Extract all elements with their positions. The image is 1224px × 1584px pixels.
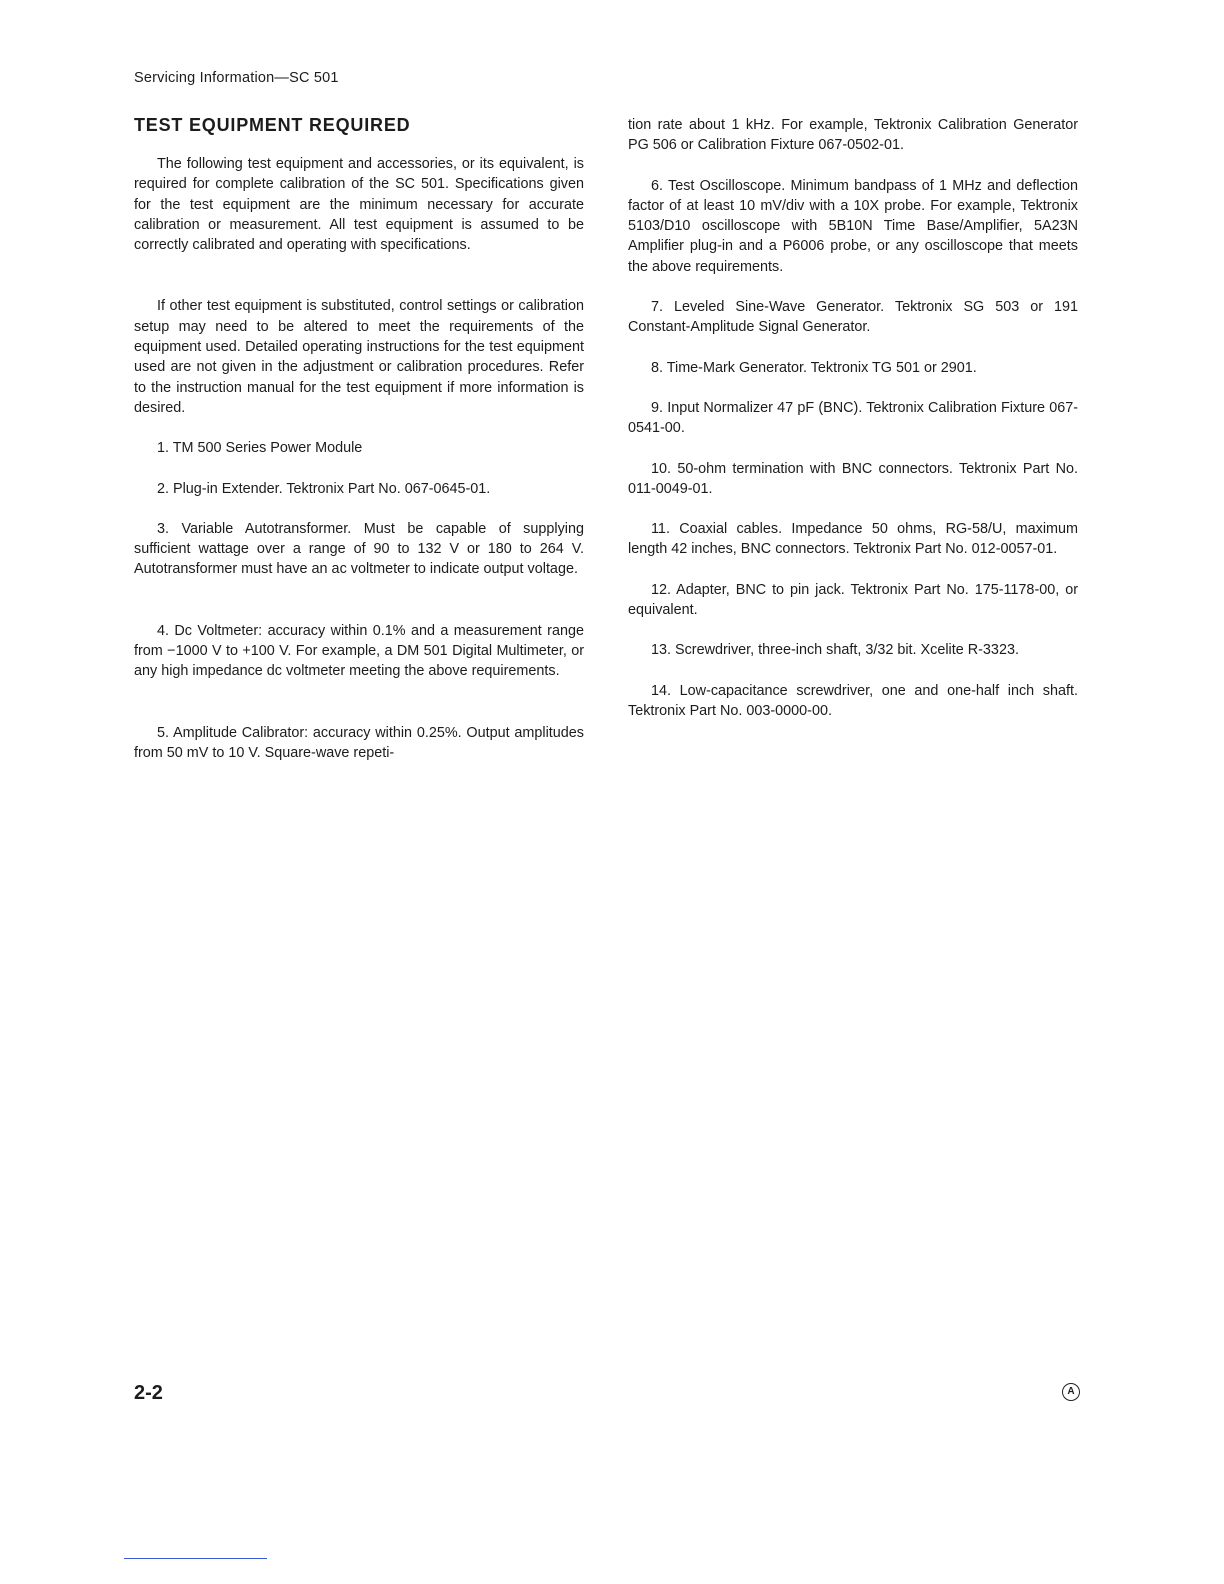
section-title: TEST EQUIPMENT REQUIRED <box>134 115 411 135</box>
equipment-item: 3. Variable Autotransformer. Must be capable of supplying sufficient wattage over a range of 90 to 132 V or 180 to 264 V. Autotransformer must have an ac voltmeter to indicate output voltage. <box>134 520 584 578</box>
equipment-item: 10. 50-ohm termination with BNC connectors. Tektronix Part No. 011-0049-01. <box>628 460 1078 497</box>
right-column <box>628 113 1078 741</box>
equipment-item: 7. Leveled Sine-Wave Generator. Tektronix SG 503 or 191 Constant-Amplitude Signal Generator. <box>628 299 1078 336</box>
bottom-rule <box>124 1558 267 1559</box>
equipment-item: 6. Test Oscilloscope. Minimum bandpass of 1 MHz and deflection factor of at least 10 mV/div with a 10X probe. For example, Tektronix 5103/D10 oscilloscope with 5B10N Time Base/Amplifier, 5A23N Amplifier plug-in and a P6006 probe, or any oscilloscope that meets the above requirements. <box>628 177 1078 275</box>
equipment-item: 13. Screwdriver, three-inch shaft, 3/32 bit. Xcelite R-3323. <box>651 642 1019 659</box>
equipment-item: 9. Input Normalizer 47 pF (BNC). Tektronix Calibration Fixture 067-0541-00. <box>628 399 1078 437</box>
equipment-item-continued: tion rate about 1 kHz. For example, Tektronix Calibration Generator PG 506 or Calibration Fixture 067-0502-01. <box>628 117 1078 154</box>
equipment-item: 5. Amplitude Calibrator: accuracy within 0.25%. Output amplitudes from 50 mV to 10 V. Square-wave repeti- <box>134 724 584 761</box>
running-head: Servicing Information—SC 501 <box>134 70 339 86</box>
revision-mark-icon: A <box>1062 1383 1080 1401</box>
intro-paragraph: The following test equipment and accessories, or its equivalent, is required for complete calibration of the SC 501. Specifications given for the test equipment are the minimum necessary for accurate calibration or measurement. All test equipment is assumed to be correctly calibrated and operating with specifications. <box>134 156 584 254</box>
equipment-item: 4. Dc Voltmeter: accuracy within 0.1% and a measurement range from −1000 V to +100 V. For example, a DM 501 Digital Multimeter, or any high impedance dc voltmeter meeting the above requirements. <box>134 622 584 680</box>
equipment-item: 8. Time-Mark Generator. Tektronix TG 501 or 2901. <box>651 359 977 376</box>
equipment-item: 14. Low-capacitance screwdriver, one and one-half inch shaft. Tektronix Part No. 003-0000-00. <box>628 682 1078 719</box>
intro-paragraph: If other test equipment is substituted, control settings or calibration setup may need to be altered to meet the requirements of the equipment used. Detailed operating instructions for the test equipment used are not given in the adjustment or calibration procedures. Refer to the instruction manual for the test equipment if more information is desired. <box>134 298 584 416</box>
equipment-item: 12. Adapter, BNC to pin jack. Tektronix Part No. 175-1178-00, or equivalent. <box>628 581 1078 619</box>
left-column <box>134 113 584 763</box>
page-number: 2-2 <box>134 1382 163 1404</box>
equipment-item: 11. Coaxial cables. Impedance 50 ohms, RG-58/U, maximum length 42 inches, BNC connectors. Tektronix Part No. 012-0057-01. <box>628 521 1078 558</box>
equipment-item: 1. TM 500 Series Power Module <box>157 440 363 457</box>
equipment-item: 2. Plug-in Extender. Tektronix Part No. 067-0645-01. <box>157 480 491 497</box>
